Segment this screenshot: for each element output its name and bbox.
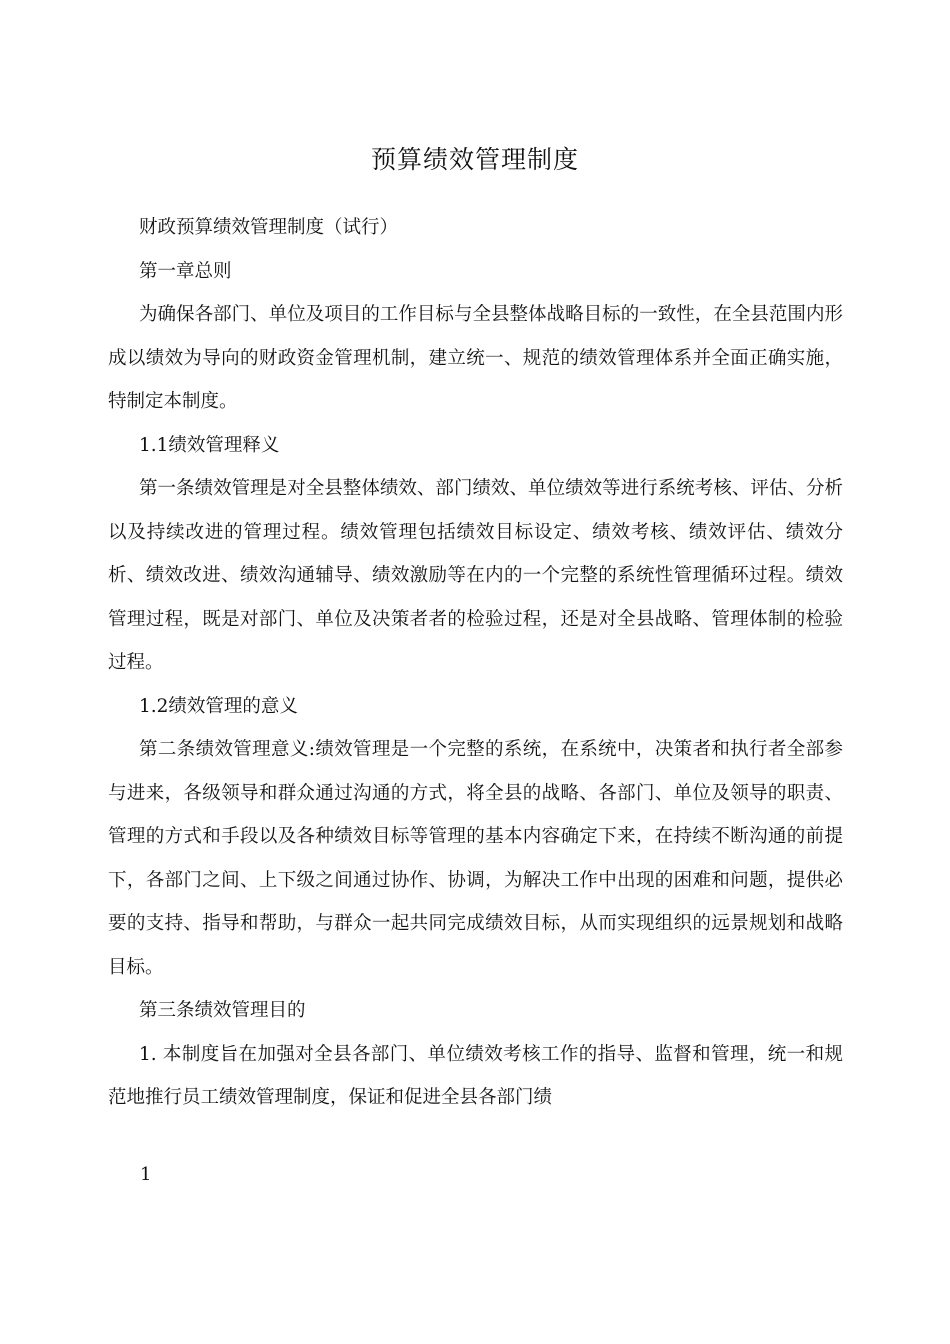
paragraph-article-1: 第一条绩效管理是对全县整体绩效、部门绩效、单位绩效等进行系统考核、评估、分析以及持续改进的管理过程。绩效管理包括绩效目标设定、绩效考核、绩效评估、绩效分析、绩效改进、绩效沟通辅导、绩效激励等在内的一个完整的系统性管理循环过程。绩效管理过程，既是对部门、单位及决策者者的检验过程，还是对全县战略、管理体制的检验过程。	[108, 478, 843, 673]
document-body	[108, 206, 843, 1120]
paragraph-article-3-heading: 第三条绩效管理目的	[139, 1000, 306, 1021]
paragraph-purpose: 为确保各部门、单位及项目的工作目标与全县整体战略目标的一致性，在全县范围内形成以绩效为导向的财政资金管理机制，建立统一、规范的绩效管理体系并全面正确实施，特制定本制度。	[108, 304, 843, 412]
paragraph-section-1-1: 1.1绩效管理释义	[139, 434, 280, 456]
page-title: 预算绩效管理制度	[370, 145, 579, 174]
paragraph-subtitle: 财政预算绩效管理制度（试行）	[139, 217, 399, 238]
page-number: 1	[140, 1164, 152, 1185]
paragraph-article-2: 第二条绩效管理意义:绩效管理是一个完整的系统，在系统中，决策者和执行者全部参与进来，各级领导和群众通过沟通的方式，将全县的战略、各部门、单位及领导的职责、管理的方式和手段以及各种绩效目标等管理的基本内容确定下来，在持续不断沟通的前提下，各部门之间、上下级之间通过协作、协调，为解决工作中出现的困难和问题，提供必要的支持、指导和帮助，与群众一起共同完成绩效目标，从而实现组织的远景规划和战略目标。	[108, 739, 843, 978]
paragraph-article-3-item-1: 1. 本制度旨在加强对全县各部门、单位绩效考核工作的指导、监督和管理，统一和规范地推行员工绩效管理制度，保证和促进全县各部门绩	[108, 1043, 843, 1108]
paragraph-section-1-2: 1.2绩效管理的意义	[139, 695, 298, 717]
paragraph-chapter-heading: 第一章总则	[139, 260, 232, 282]
